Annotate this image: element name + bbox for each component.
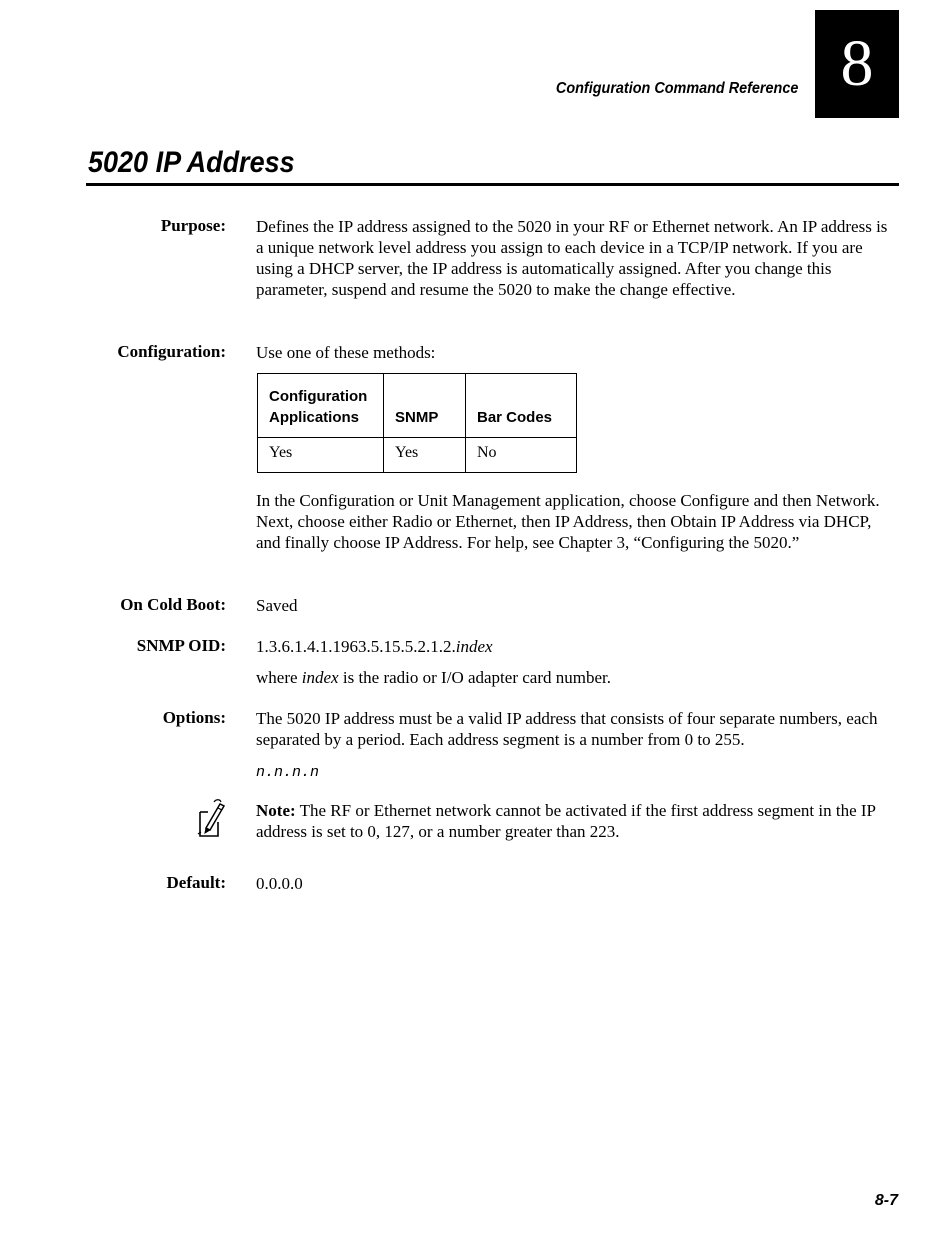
cold-boot-label: On Cold Boot: <box>120 595 226 614</box>
cold-boot-value: Saved <box>256 596 298 615</box>
table-header-line2: Applications <box>269 409 360 426</box>
where-prefix: where <box>256 668 302 687</box>
where-term: index <box>301 668 339 687</box>
note-label: Note: <box>256 801 296 820</box>
purpose-label: Purpose: <box>160 216 226 235</box>
table-cell-config-apps: Yes <box>258 438 384 473</box>
default-value: 0.0.0.0 <box>256 874 303 893</box>
configuration-label: Configuration: <box>117 342 226 361</box>
purpose-text: Defines the IP address assigned to the 5020 in your RF or Ethernet network. An IP address is a unique network level address you assign to each device in a TCP/IP network. If you are using a DHCP server, the IP address is automatically assigned. After you change this parameter, suspend and resume the 5020 to make the change effective. <box>256 217 888 299</box>
table-header-row <box>258 374 577 438</box>
page-title: 5020 IP Address <box>88 146 295 179</box>
snmp-oid-label: SNMP OID: <box>136 636 226 655</box>
chapter-number: 8 <box>840 27 874 100</box>
where-suffix: is the radio or I/O adapter card number. <box>338 668 611 687</box>
title-rule <box>86 183 899 186</box>
note-pencil-icon <box>196 798 226 838</box>
running-header: Configuration Command Reference <box>555 80 798 97</box>
table-header-bar-codes: Bar Codes <box>466 374 577 438</box>
snmp-oid-where <box>256 667 896 688</box>
configuration-methods-table <box>257 373 577 473</box>
page-number: 8-7 <box>874 1192 898 1209</box>
table-cell-bar-codes: No <box>466 438 577 473</box>
table-header-line1: Configuration <box>269 388 368 405</box>
table-header-config-apps <box>258 374 384 438</box>
note-body: The RF or Ethernet network cannot be activated if the first address segment in the IP address is set to 0, 127, or a number greater than 223. <box>256 801 876 841</box>
chapter-number-tab <box>815 10 899 118</box>
options-label: Options: <box>162 708 226 727</box>
configuration-instructions: In the Configuration or Unit Management application, choose Configure and then Network. Next, choose either Radio or Ethernet, then IP Address, then Obtain IP Address via DHCP, and finally choose IP Address. For help, see Chapter 3, “Configuring the 5020.” <box>256 491 880 552</box>
configuration-intro: Use one of these methods: <box>256 343 436 362</box>
snmp-oid-value <box>256 636 896 657</box>
snmp-oid-prefix: 1.3.6.1.4.1.1963.5.15.5.2.1.2. <box>256 637 456 656</box>
options-format: n.n.n.n <box>256 764 320 781</box>
snmp-oid-index: index <box>455 637 493 656</box>
default-label: Default: <box>166 873 226 892</box>
table-header-snmp: SNMP <box>384 374 466 438</box>
note-text <box>256 800 886 842</box>
table-cell-snmp: Yes <box>384 438 466 473</box>
options-text: The 5020 IP address must be a valid IP address that consists of four separate numbers, each separated by a period. Each address segment is a number from 0 to 255. <box>256 709 878 749</box>
table-row <box>258 438 577 473</box>
